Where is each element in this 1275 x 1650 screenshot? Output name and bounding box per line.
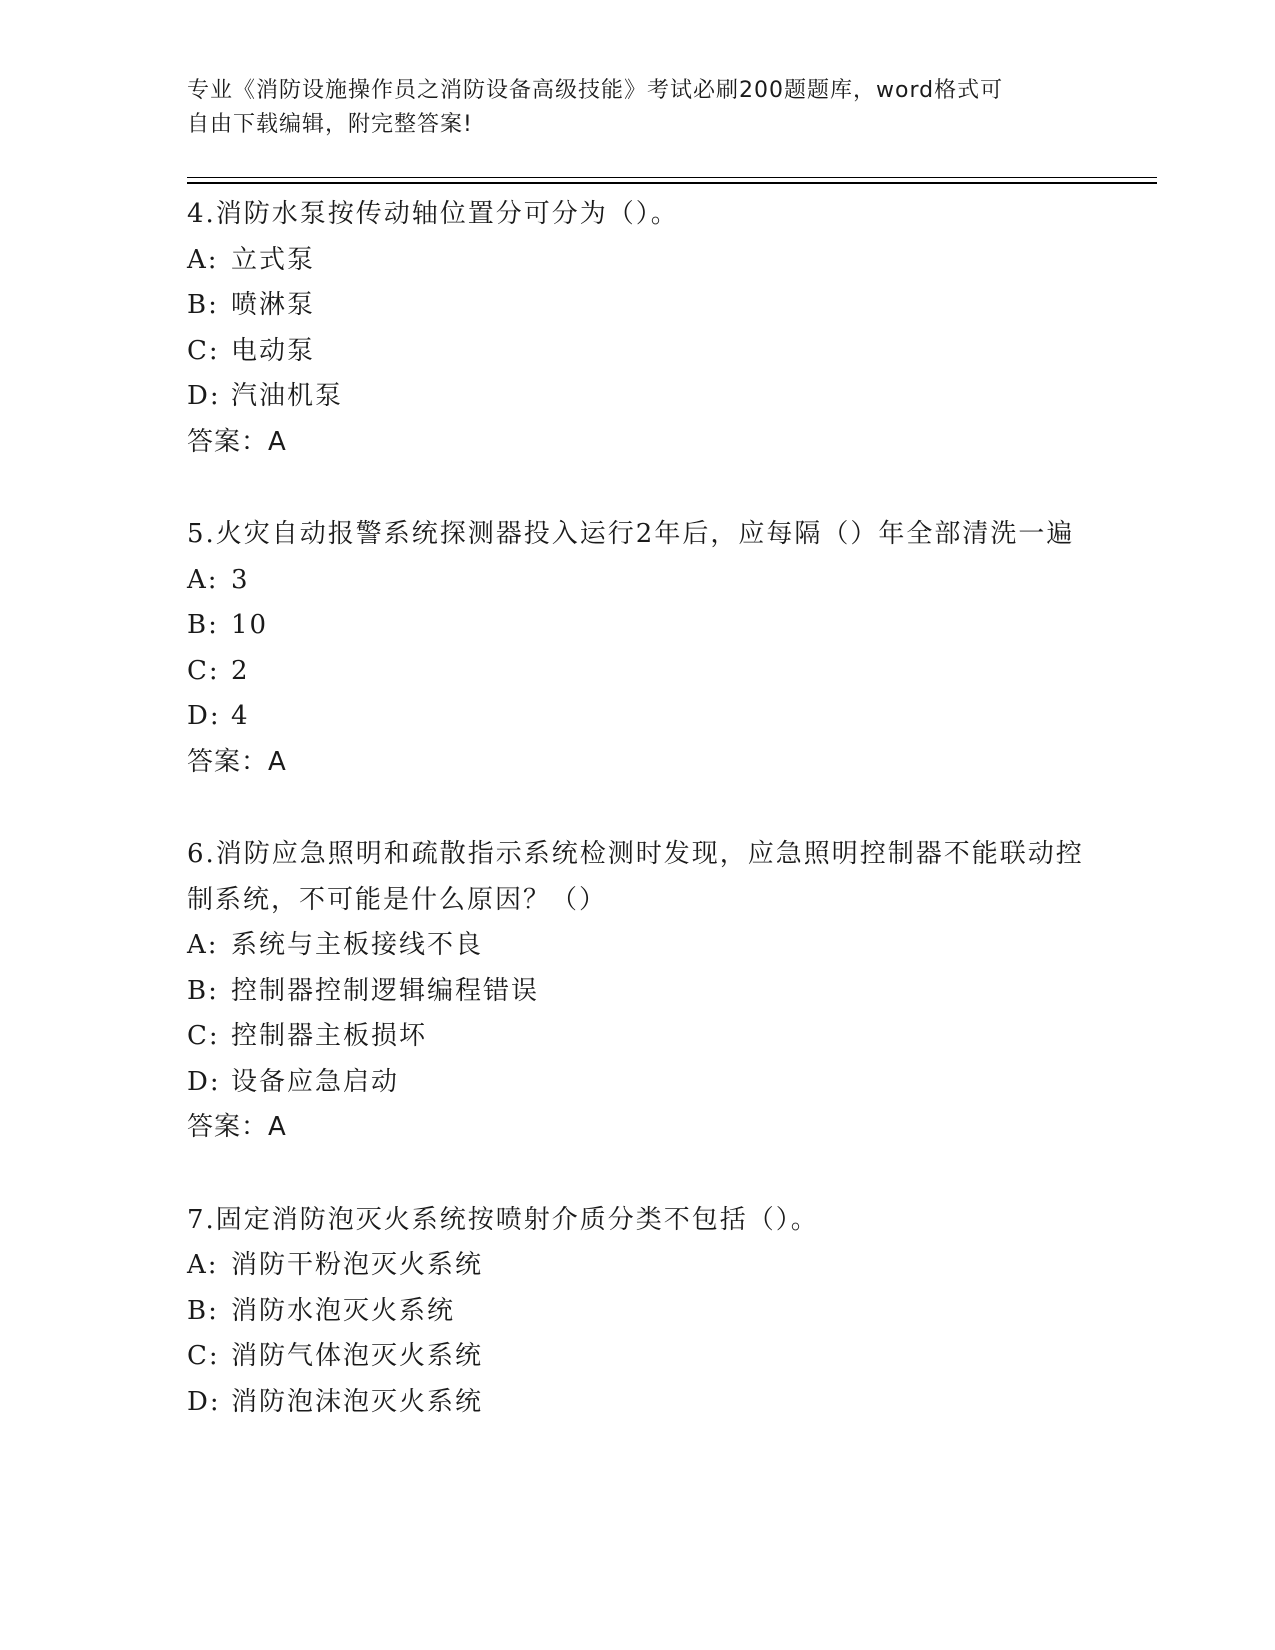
option-letter: C: xyxy=(187,1341,220,1371)
option-letter: D: xyxy=(187,1386,221,1417)
option-a xyxy=(187,238,1087,284)
option-d xyxy=(187,1380,1087,1426)
option-text: 设备应急启动 xyxy=(231,1066,400,1097)
option-text: 消防干粉泡灭火系统 xyxy=(231,1250,484,1280)
option-text: 系统与主板接线不良 xyxy=(231,930,484,960)
answer-line: 答案：A xyxy=(187,746,287,777)
option-letter: D: xyxy=(187,701,221,731)
option-text: 10 xyxy=(231,610,269,640)
option-text: 消防水泡灭火系统 xyxy=(231,1295,456,1326)
question-text: 4.消防水泵按传动轴位置分可分为（）。 xyxy=(187,199,679,229)
option-text: 喷淋泵 xyxy=(231,290,316,320)
question-5 xyxy=(187,512,1087,785)
question-text: 5.火灾自动报警系统探测器投入运行2年后，应每隔（）年全部清洗一遍 xyxy=(187,519,1075,549)
question-text: 7.固定消防泡灭火系统按喷射介质分类不包括（）。 xyxy=(187,1204,819,1235)
option-b xyxy=(187,1289,1087,1335)
option-text: 立式泵 xyxy=(231,244,316,275)
header-rule-thin xyxy=(187,177,1157,178)
header-line-1: 专业《消防设施操作员之消防设备高级技能》考试必刷200题题库，word格式可 xyxy=(187,78,1004,103)
option-text: 2 xyxy=(231,655,250,686)
option-letter: C: xyxy=(187,655,220,686)
option-letter: D: xyxy=(187,381,221,411)
option-letter: B: xyxy=(187,610,219,640)
answer-line: 答案：A xyxy=(187,426,287,457)
option-d xyxy=(187,374,1087,420)
option-letter: A: xyxy=(187,930,219,960)
document-header xyxy=(187,74,1087,142)
option-c xyxy=(187,329,1087,375)
option-text: 消防气体泡灭火系统 xyxy=(231,1341,484,1371)
option-letter: B: xyxy=(187,975,219,1006)
option-letter: A: xyxy=(187,564,219,595)
option-c xyxy=(187,649,1087,695)
question-6 xyxy=(187,832,1087,1151)
option-b xyxy=(187,969,1087,1015)
option-letter: C: xyxy=(187,1021,220,1051)
option-text: 3 xyxy=(231,564,250,595)
option-d xyxy=(187,1060,1087,1106)
option-b xyxy=(187,283,1087,329)
option-letter: B: xyxy=(187,290,219,320)
header-rule-thick xyxy=(187,182,1157,184)
option-text: 电动泵 xyxy=(231,335,316,366)
option-a xyxy=(187,558,1087,604)
option-letter: A: xyxy=(187,1250,219,1280)
option-letter: A: xyxy=(187,244,219,275)
question-4 xyxy=(187,192,1087,465)
option-text: 汽油机泵 xyxy=(231,381,344,411)
option-text: 4 xyxy=(231,701,250,731)
option-c xyxy=(187,1334,1087,1380)
question-list xyxy=(187,192,1087,1472)
option-text: 控制器控制逻辑编程错误 xyxy=(231,975,540,1006)
option-text: 消防泡沫泡灭火系统 xyxy=(231,1386,484,1417)
option-letter: B: xyxy=(187,1295,219,1326)
option-d xyxy=(187,694,1087,740)
header-line-2: 自由下载编辑，附完整答案! xyxy=(187,112,473,137)
question-text: 6.消防应急照明和疏散指示系统检测时发现，应急照明控制器不能联动控制系统，不可能是什么原因？（） xyxy=(187,839,1084,915)
question-7 xyxy=(187,1198,1087,1426)
option-letter: C: xyxy=(187,335,220,366)
option-a xyxy=(187,1243,1087,1289)
option-text: 控制器主板损坏 xyxy=(231,1021,428,1051)
option-letter: D: xyxy=(187,1066,221,1097)
option-c xyxy=(187,1014,1087,1060)
option-b xyxy=(187,603,1087,649)
option-a xyxy=(187,923,1087,969)
answer-line: 答案：A xyxy=(187,1112,287,1142)
